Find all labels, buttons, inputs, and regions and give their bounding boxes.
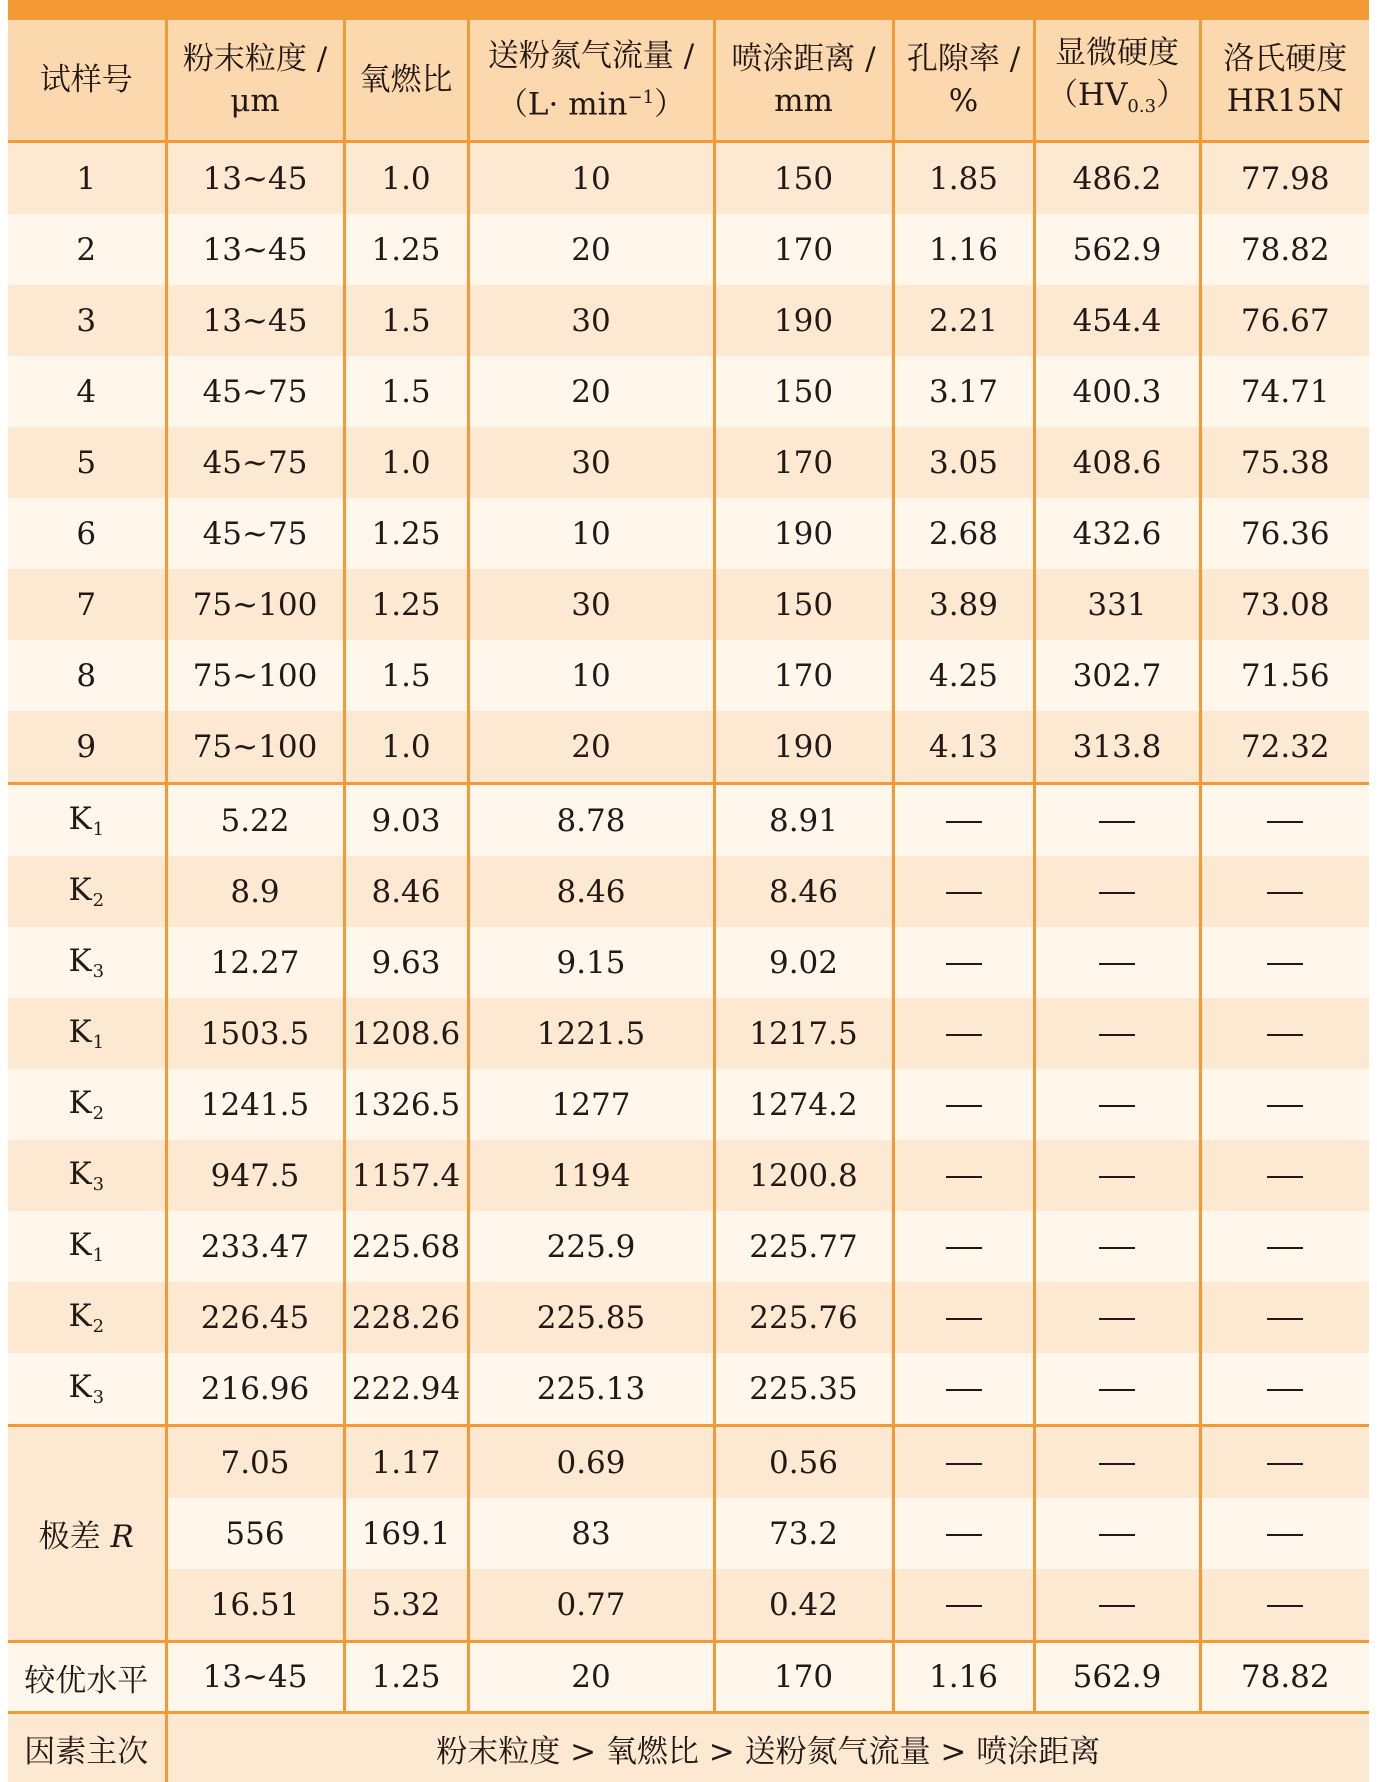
table-cell: 1221.5 <box>468 998 714 1069</box>
range-label-cell <box>8 1426 166 1642</box>
table-cell: 75.38 <box>1200 427 1369 498</box>
k-value-row <box>8 1069 1369 1140</box>
k-label: K <box>68 1085 91 1121</box>
empty-cell <box>1034 1282 1200 1353</box>
table-cell: 170 <box>714 640 893 711</box>
orthogonal-test-table <box>8 20 1369 1782</box>
table-cell: 556 <box>166 1498 344 1569</box>
dash-mark <box>946 821 982 823</box>
header-porosity <box>893 20 1034 142</box>
k-label-subscript: 3 <box>93 1174 104 1195</box>
range-label: 极差 <box>39 1519 101 1555</box>
sample-row <box>8 142 1369 215</box>
empty-cell <box>1034 1069 1200 1140</box>
table-cell: 233.47 <box>166 1211 344 1282</box>
table-cell: 1208.6 <box>344 998 468 1069</box>
empty-cell <box>893 1211 1034 1282</box>
header-unit-close: ） <box>654 86 685 122</box>
header-unit-sub: 0.3 <box>1127 96 1156 117</box>
dash-mark <box>946 1389 982 1391</box>
table-cell: 2.21 <box>893 285 1034 356</box>
table-cell: 8.91 <box>714 784 893 857</box>
table-cell: 1326.5 <box>344 1069 468 1140</box>
table-cell: 20 <box>468 1642 714 1713</box>
table-cell: 3.89 <box>893 569 1034 640</box>
header-spray-distance <box>714 20 893 142</box>
table-cell: 20 <box>468 356 714 427</box>
header-unit-close: ） <box>1156 77 1187 113</box>
optimal-level-row <box>8 1642 1369 1713</box>
table-body <box>8 142 1369 1782</box>
table-cell: 1241.5 <box>166 1069 344 1140</box>
table-cell: 0.42 <box>714 1569 893 1642</box>
k-label-subscript: 2 <box>93 1316 104 1337</box>
empty-cell <box>893 1569 1034 1642</box>
table-cell: 13~45 <box>166 142 344 215</box>
table-cell: 9 <box>8 711 166 784</box>
header-unit: % <box>949 83 978 119</box>
table-cell: 5.32 <box>344 1569 468 1642</box>
dash-mark <box>1267 1534 1303 1536</box>
sample-row <box>8 285 1369 356</box>
dash-mark <box>946 1318 982 1320</box>
k-label-subscript: 1 <box>93 1245 104 1266</box>
table-cell: 45~75 <box>166 498 344 569</box>
k-label-cell <box>8 1353 166 1426</box>
header-unit: mm <box>774 83 833 119</box>
header-unit-sup: −1 <box>628 87 655 108</box>
table-cell: 9.02 <box>714 927 893 998</box>
orthogonal-test-table-container <box>8 0 1369 1782</box>
empty-cell <box>1200 1069 1369 1140</box>
dash-mark <box>1099 892 1135 894</box>
dash-mark <box>1099 1105 1135 1107</box>
table-cell: 562.9 <box>1034 1642 1200 1713</box>
table-cell: 1.25 <box>344 214 468 285</box>
sample-row <box>8 640 1369 711</box>
table-cell: 1.0 <box>344 142 468 215</box>
dash-mark <box>1099 1389 1135 1391</box>
table-cell: 150 <box>714 356 893 427</box>
empty-cell <box>893 1069 1034 1140</box>
empty-cell <box>893 1498 1034 1569</box>
table-cell: 1274.2 <box>714 1069 893 1140</box>
dash-mark <box>1267 1176 1303 1178</box>
range-row <box>8 1498 1369 1569</box>
table-cell: 1157.4 <box>344 1140 468 1211</box>
table-cell: 30 <box>468 569 714 640</box>
table-cell: 1.0 <box>344 427 468 498</box>
table-cell: 0.69 <box>468 1426 714 1499</box>
k-label: K <box>68 1156 91 1192</box>
table-cell: 6 <box>8 498 166 569</box>
table-cell: 4.13 <box>893 711 1034 784</box>
empty-cell <box>1034 784 1200 857</box>
table-cell: 1 <box>8 142 166 215</box>
header-unit: HR15N <box>1227 83 1344 119</box>
table-cell: 1217.5 <box>714 998 893 1069</box>
range-row <box>8 1569 1369 1642</box>
table-cell: 313.8 <box>1034 711 1200 784</box>
table-cell: 190 <box>714 711 893 784</box>
table-cell: 1.85 <box>893 142 1034 215</box>
table-cell: 1.16 <box>893 214 1034 285</box>
table-cell: 9.63 <box>344 927 468 998</box>
k-label-cell <box>8 1069 166 1140</box>
k-label-subscript: 2 <box>93 890 104 911</box>
dash-mark <box>1099 1247 1135 1249</box>
table-cell: 3 <box>8 285 166 356</box>
table-cell: 1.5 <box>344 640 468 711</box>
table-cell: 225.9 <box>468 1211 714 1282</box>
table-cell: 10 <box>468 142 714 215</box>
table-cell: 408.6 <box>1034 427 1200 498</box>
table-cell: 1194 <box>468 1140 714 1211</box>
k-label-cell <box>8 1211 166 1282</box>
header-oxygen-fuel-ratio <box>344 20 468 142</box>
table-cell: 8.78 <box>468 784 714 857</box>
table-cell: 75~100 <box>166 711 344 784</box>
k-value-row <box>8 927 1369 998</box>
table-cell: 9.15 <box>468 927 714 998</box>
table-cell: 947.5 <box>166 1140 344 1211</box>
empty-cell <box>1200 1282 1369 1353</box>
table-cell: 190 <box>714 285 893 356</box>
dash-mark <box>1267 821 1303 823</box>
table-cell: 1.25 <box>344 498 468 569</box>
table-cell: 16.51 <box>166 1569 344 1642</box>
table-cell: 13~45 <box>166 214 344 285</box>
header-nitrogen-flow <box>468 20 714 142</box>
table-cell: 0.56 <box>714 1426 893 1499</box>
k-label-subscript: 2 <box>93 1103 104 1124</box>
table-cell: 20 <box>468 711 714 784</box>
empty-cell <box>1034 856 1200 927</box>
table-cell: 78.82 <box>1200 1642 1369 1713</box>
table-cell: 169.1 <box>344 1498 468 1569</box>
table-cell: 10 <box>468 640 714 711</box>
table-cell: 1.17 <box>344 1426 468 1499</box>
k-label-cell <box>8 1140 166 1211</box>
k-label-cell <box>8 927 166 998</box>
table-cell: 225.77 <box>714 1211 893 1282</box>
factor-order-row <box>8 1713 1369 1782</box>
table-cell: 150 <box>714 569 893 640</box>
sample-row <box>8 711 1369 784</box>
header-label: 显微硬度 <box>1055 35 1179 71</box>
table-cell: 7.05 <box>166 1426 344 1499</box>
dash-mark <box>946 1247 982 1249</box>
empty-cell <box>893 1282 1034 1353</box>
table-cell: 454.4 <box>1034 285 1200 356</box>
k-label-cell <box>8 1282 166 1353</box>
k-value-row <box>8 1282 1369 1353</box>
table-cell: 0.77 <box>468 1569 714 1642</box>
sample-row <box>8 569 1369 640</box>
table-cell: 74.71 <box>1200 356 1369 427</box>
table-cell: 225.13 <box>468 1353 714 1426</box>
table-cell: 73.08 <box>1200 569 1369 640</box>
table-top-bar <box>8 0 1369 20</box>
dash-mark <box>1099 1318 1135 1320</box>
table-cell: 562.9 <box>1034 214 1200 285</box>
k-label: K <box>68 801 91 837</box>
optimal-label: 较优水平 <box>8 1642 166 1713</box>
empty-cell <box>1200 1569 1369 1642</box>
table-cell: 226.45 <box>166 1282 344 1353</box>
dash-mark <box>1099 1605 1135 1607</box>
empty-cell <box>893 856 1034 927</box>
empty-cell <box>1034 1569 1200 1642</box>
table-cell: 4 <box>8 356 166 427</box>
dash-mark <box>1267 1389 1303 1391</box>
dash-mark <box>946 892 982 894</box>
empty-cell <box>1034 1498 1200 1569</box>
table-cell: 1.25 <box>344 1642 468 1713</box>
table-cell: 30 <box>468 285 714 356</box>
table-cell: 76.67 <box>1200 285 1369 356</box>
empty-cell <box>893 784 1034 857</box>
header-rockwell-hardness <box>1200 20 1369 142</box>
dash-mark <box>1267 1318 1303 1320</box>
table-cell: 2.68 <box>893 498 1034 569</box>
table-cell: 400.3 <box>1034 356 1200 427</box>
table-cell: 216.96 <box>166 1353 344 1426</box>
sample-row <box>8 498 1369 569</box>
k-label-subscript: 3 <box>93 961 104 982</box>
empty-cell <box>1034 1140 1200 1211</box>
table-cell: 8.46 <box>468 856 714 927</box>
dash-mark <box>1267 1605 1303 1607</box>
table-cell: 13~45 <box>166 285 344 356</box>
k-label-cell <box>8 784 166 857</box>
k-label-subscript: 3 <box>93 1387 104 1408</box>
dash-mark <box>946 1034 982 1036</box>
k-value-row <box>8 856 1369 927</box>
empty-cell <box>1200 1426 1369 1499</box>
empty-cell <box>1034 1353 1200 1426</box>
k-label: K <box>68 943 91 979</box>
table-cell: 4.25 <box>893 640 1034 711</box>
table-cell: 83 <box>468 1498 714 1569</box>
empty-cell <box>1034 998 1200 1069</box>
table-cell: 8.9 <box>166 856 344 927</box>
table-cell: 3.17 <box>893 356 1034 427</box>
table-cell: 9.03 <box>344 784 468 857</box>
table-cell: 1503.5 <box>166 998 344 1069</box>
k-label-cell <box>8 998 166 1069</box>
k-value-row <box>8 1353 1369 1426</box>
header-label: 送粉氮气流量 / <box>488 38 694 74</box>
k-label-cell <box>8 856 166 927</box>
table-cell: 75~100 <box>166 569 344 640</box>
table-cell: 225.85 <box>468 1282 714 1353</box>
dash-mark <box>1267 892 1303 894</box>
table-cell: 1.16 <box>893 1642 1034 1713</box>
k-label-subscript: 1 <box>93 1032 104 1053</box>
empty-cell <box>893 1353 1034 1426</box>
table-cell: 71.56 <box>1200 640 1369 711</box>
table-cell: 1.0 <box>344 711 468 784</box>
table-cell: 1.5 <box>344 285 468 356</box>
table-cell: 170 <box>714 214 893 285</box>
header-label: 喷涂距离 / <box>731 41 875 77</box>
table-cell: 3.05 <box>893 427 1034 498</box>
dash-mark <box>1099 1034 1135 1036</box>
table-cell: 77.98 <box>1200 142 1369 215</box>
dash-mark <box>946 1463 982 1465</box>
table-cell: 30 <box>468 427 714 498</box>
table-cell: 225.68 <box>344 1211 468 1282</box>
header-row <box>8 20 1369 142</box>
header-unit: μm <box>230 83 280 119</box>
sample-row <box>8 214 1369 285</box>
header-label: 孔隙率 / <box>907 41 1020 77</box>
table-cell: 20 <box>468 214 714 285</box>
k-label: K <box>68 1227 91 1263</box>
sample-row <box>8 356 1369 427</box>
header-microhardness <box>1034 20 1200 142</box>
k-label-subscript: 1 <box>93 819 104 840</box>
empty-cell <box>1200 856 1369 927</box>
table-cell: 150 <box>714 142 893 215</box>
empty-cell <box>1200 1140 1369 1211</box>
header-powder-size <box>166 20 344 142</box>
table-cell: 73.2 <box>714 1498 893 1569</box>
table-cell: 170 <box>714 1642 893 1713</box>
empty-cell <box>1034 1426 1200 1499</box>
table-cell: 8.46 <box>344 856 468 927</box>
table-cell: 8 <box>8 640 166 711</box>
empty-cell <box>1200 1498 1369 1569</box>
empty-cell <box>1200 1211 1369 1282</box>
table-cell: 1277 <box>468 1069 714 1140</box>
dash-mark <box>1099 1176 1135 1178</box>
dash-mark <box>1267 1247 1303 1249</box>
table-cell: 45~75 <box>166 356 344 427</box>
empty-cell <box>1200 1353 1369 1426</box>
empty-cell <box>893 1426 1034 1499</box>
k-value-row <box>8 1140 1369 1211</box>
table-cell: 1200.8 <box>714 1140 893 1211</box>
table-cell: 12.27 <box>166 927 344 998</box>
dash-mark <box>1099 1534 1135 1536</box>
k-value-row <box>8 784 1369 857</box>
empty-cell <box>893 998 1034 1069</box>
dash-mark <box>1099 821 1135 823</box>
table-cell: 432.6 <box>1034 498 1200 569</box>
k-value-row <box>8 1211 1369 1282</box>
header-label: 洛氏硬度 <box>1223 41 1347 77</box>
table-cell: 72.32 <box>1200 711 1369 784</box>
empty-cell <box>1034 1211 1200 1282</box>
dash-mark <box>946 963 982 965</box>
table-cell: 225.76 <box>714 1282 893 1353</box>
table-cell: 13~45 <box>166 1642 344 1713</box>
empty-cell <box>893 927 1034 998</box>
table-cell: 331 <box>1034 569 1200 640</box>
table-cell: 222.94 <box>344 1353 468 1426</box>
header-label: 氧燃比 <box>360 62 453 98</box>
dash-mark <box>1267 1105 1303 1107</box>
table-cell: 1.25 <box>344 569 468 640</box>
empty-cell <box>1200 927 1369 998</box>
table-cell: 5 <box>8 427 166 498</box>
k-label: K <box>68 1298 91 1334</box>
empty-cell <box>1034 927 1200 998</box>
table-cell: 225.35 <box>714 1353 893 1426</box>
range-symbol: R <box>111 1519 134 1555</box>
dash-mark <box>946 1176 982 1178</box>
factor-order-label: 因素主次 <box>8 1713 166 1782</box>
dash-mark <box>1099 1463 1135 1465</box>
table-cell: 486.2 <box>1034 142 1200 215</box>
table-cell: 45~75 <box>166 427 344 498</box>
header-label: 粉末粒度 / <box>183 41 327 77</box>
sample-row <box>8 427 1369 498</box>
table-cell: 190 <box>714 498 893 569</box>
header-label: 试样号 <box>40 62 133 98</box>
table-cell: 228.26 <box>344 1282 468 1353</box>
header-unit: （HV <box>1047 77 1127 113</box>
k-label: K <box>68 872 91 908</box>
table-cell: 302.7 <box>1034 640 1200 711</box>
header-sample-no <box>8 20 166 142</box>
table-cell: 1.5 <box>344 356 468 427</box>
range-row <box>8 1426 1369 1499</box>
k-label: K <box>68 1369 91 1405</box>
table-cell: 78.82 <box>1200 214 1369 285</box>
k-value-row <box>8 998 1369 1069</box>
dash-mark <box>946 1534 982 1536</box>
dash-mark <box>1099 963 1135 965</box>
table-cell: 2 <box>8 214 166 285</box>
dash-mark <box>1267 1034 1303 1036</box>
table-cell: 170 <box>714 427 893 498</box>
factor-order-text: 粉末粒度 > 氧燃比 > 送粉氮气流量 > 喷涂距离 <box>166 1713 1369 1782</box>
table-cell: 7 <box>8 569 166 640</box>
empty-cell <box>1200 998 1369 1069</box>
table-cell: 10 <box>468 498 714 569</box>
dash-mark <box>946 1605 982 1607</box>
header-unit: （L· min <box>497 86 628 122</box>
table-cell: 5.22 <box>166 784 344 857</box>
empty-cell <box>893 1140 1034 1211</box>
dash-mark <box>1267 1463 1303 1465</box>
k-label: K <box>68 1014 91 1050</box>
table-cell: 76.36 <box>1200 498 1369 569</box>
dash-mark <box>1267 963 1303 965</box>
table-cell: 75~100 <box>166 640 344 711</box>
empty-cell <box>1200 784 1369 857</box>
table-cell: 8.46 <box>714 856 893 927</box>
dash-mark <box>946 1105 982 1107</box>
